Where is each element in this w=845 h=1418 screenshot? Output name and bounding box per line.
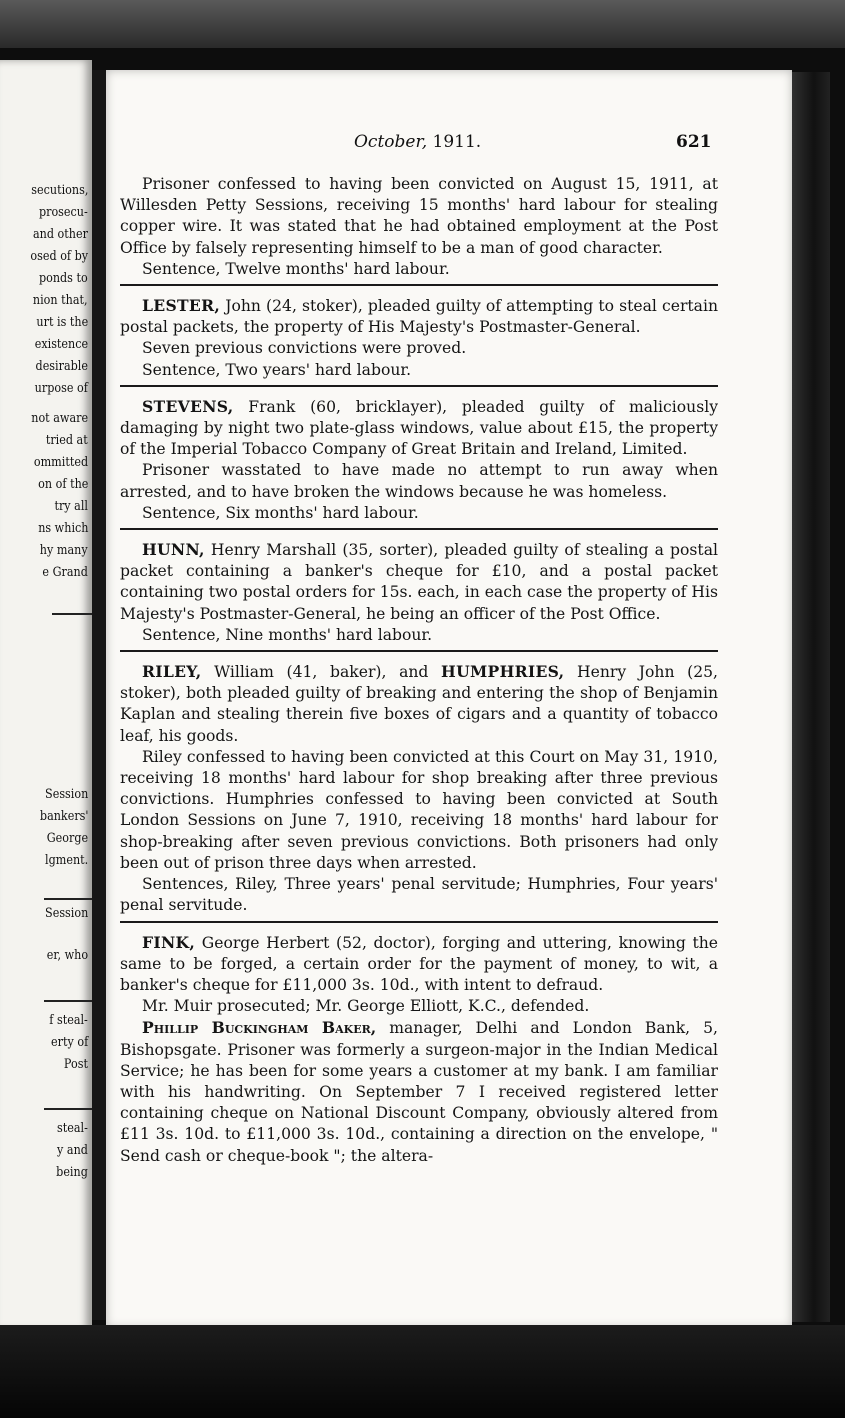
facing-page-line: being [56,1165,88,1180]
defendant-name: RILEY, [142,662,202,682]
facing-page-line: erty of [50,1035,88,1050]
scan-bottom-edge [0,1325,845,1418]
page-number: 621 [676,132,712,152]
sentence-paragraph: Sentence, Nine months' hard labour. [142,625,433,644]
facing-page-line: Post [63,1057,88,1072]
facing-page-line: existence [34,337,88,352]
facing-page-line: y and [57,1143,88,1158]
header-month: October [354,132,422,152]
facing-page-line: lgment. [44,853,88,868]
case-separator [120,528,718,530]
facing-page-line: not aware [31,411,88,426]
facing-page-line: on of the [37,477,88,492]
facing-page-line: ponds to [39,271,88,286]
sentence-paragraph: Sentence, Two years' hard labour. [142,360,412,379]
case-charge-part: William (41, baker), and [201,663,442,682]
sentence-paragraph: Sentence, Twelve months' hard labour. [142,259,450,278]
case-entry [120,396,718,524]
facing-page-line: e Grand [42,565,88,580]
case-heading [120,539,718,625]
facing-page-line: Session [44,906,88,921]
book-spine [790,72,830,1322]
paragraph: Prisoner confessed to having been convicted on August 15, 1911, at Willesden Petty Sessions, receiving 15 months' hard labour for stealing copper wire. It was stated that he had obtained employment at the Post Office by falsely representing himself to be a man of good character. [120,175,718,257]
case-heading [120,396,718,461]
defendant-name: LESTER, [142,296,221,316]
case-charge: George Herbert (52, doctor), forging and uttering, knowing the same to be forged, a certain order for the payment of money, to wit, a banker's cheque for £11,000 3s. 10d., with intent to defraud. [120,933,718,994]
sentence-paragraph: Sentence, Six months' hard labour. [142,503,419,522]
case-charge: Henry Marshall (35, sorter), pleaded guilty of stealing a postal packet containing a banker's cheque for £10, and a postal packet containing two postal orders for 15s. each, in each case the property of His Majesty's Postmaster-General, he being an officer of the Post Office. [120,541,718,623]
facing-page-line: ommitted [33,455,88,470]
witness-testimony [120,1017,718,1166]
case-entry [120,661,718,916]
case-entry [120,174,718,280]
facing-page-line: steal- [57,1121,88,1136]
facing-page-line: ns which [37,521,88,536]
facing-page-line: desirable [35,359,88,374]
defendant-name: STEVENS, [142,396,234,416]
paragraph: Prisoner wasstated to have made no attempt to run away when arrested, and to have broken the windows because he was homeless. [120,461,718,501]
facing-page-line: urt is the [36,315,88,330]
case-entry [120,932,718,1167]
case-separator [120,921,718,923]
facing-page-line: bankers' [39,809,88,824]
counsel-paragraph: Mr. Muir prosecuted; Mr. George Elliott, K.C., defended. [142,997,590,1016]
book-page [106,70,792,1328]
facing-page-line: nion that, [33,293,88,308]
facing-page-line: Session [44,787,88,802]
case-entry [120,539,718,646]
case-entry [120,295,718,381]
facing-page-rule [44,1108,92,1110]
case-heading [120,932,718,997]
sentence-paragraph: Sentences, Riley, Three years' penal servitude; Humphries, Four years' penal servitude. [120,875,718,915]
facing-page-line: prosecu- [39,205,88,220]
facing-page-fragment [0,60,92,1330]
case-separator [120,650,718,652]
case-separator [120,284,718,286]
facing-page-line: secutions, [30,183,88,198]
facing-page-rule [44,898,92,900]
facing-page-line: and other [33,227,88,242]
defendant-name: FINK, [142,932,196,952]
facing-page-line: George [46,831,88,846]
header-year: 1911. [432,132,482,152]
witness-name: Phillip Buckingham Baker, [142,1018,377,1038]
case-separator [120,385,718,387]
facing-page-line: osed of by [30,249,88,264]
facing-page-rule [52,613,92,615]
testimony-text: manager, Delhi and London Bank, 5, Bishopsgate. Prisoner was formerly a surgeon-major in the Indian Medical Service; he has been for some years a customer at my bank. I am familiar with his handwriting. On September 7 I received registered letter containing cheque on National Discount Company, obviously altered from £11 3s. 10d. to £11,000 3s. 10d., containing a direction on the envelope, " Send cash or cheque-book "; the altera- [120,1019,718,1165]
paragraph: Riley confessed to having been convicted at this Court on May 31, 1910, receiving 18 months' hard labour for shop breaking after three previous convictions. Humphries confessed to having been convicted at South London Sessions on June 7, 1910, receiving 18 months' hard labour for shop-breaking after seven previous convictions. Both prisoners had only been out of prison three days when arrested. [120,747,718,872]
co-defendant-name: HUMPHRIES, [441,662,565,682]
case-charge: Frank (60, bricklayer), pleaded guilty of maliciously damaging by night two plate-glass windows, value about £15, the property of the Imperial Tobacco Company of Great Britain and Ireland, Limited. [120,397,718,459]
case-charge: John (24, stoker), pleaded guilty of attempting to steal certain postal packets, the property of His Majesty's Postmaster-General. [120,297,718,337]
facing-page-line: try all [54,499,88,514]
facing-page-line: f steal- [49,1013,88,1028]
facing-page-rule [44,1000,92,1002]
page-body [120,174,718,1169]
running-header [106,132,792,158]
case-charge: Henry John (25, stoker), both pleaded guilty of breaking and entering the shop of Benjamin Kaplan and stealing therein five boxes of cigars and a quantity of tobacco leaf, his goods. [120,663,718,745]
case-heading [120,295,718,338]
facing-page-line: urpose of [34,381,88,396]
scan-top-edge [0,0,845,48]
paragraph: Seven previous convictions were proved. [142,339,467,358]
facing-page-line: hy many [40,543,88,558]
defendant-name: HUNN, [142,540,205,560]
case-heading [120,661,718,747]
facing-page-line: er, who [46,948,88,963]
facing-page-line: tried at [46,433,88,448]
header-date: October, 1911. [354,132,482,152]
